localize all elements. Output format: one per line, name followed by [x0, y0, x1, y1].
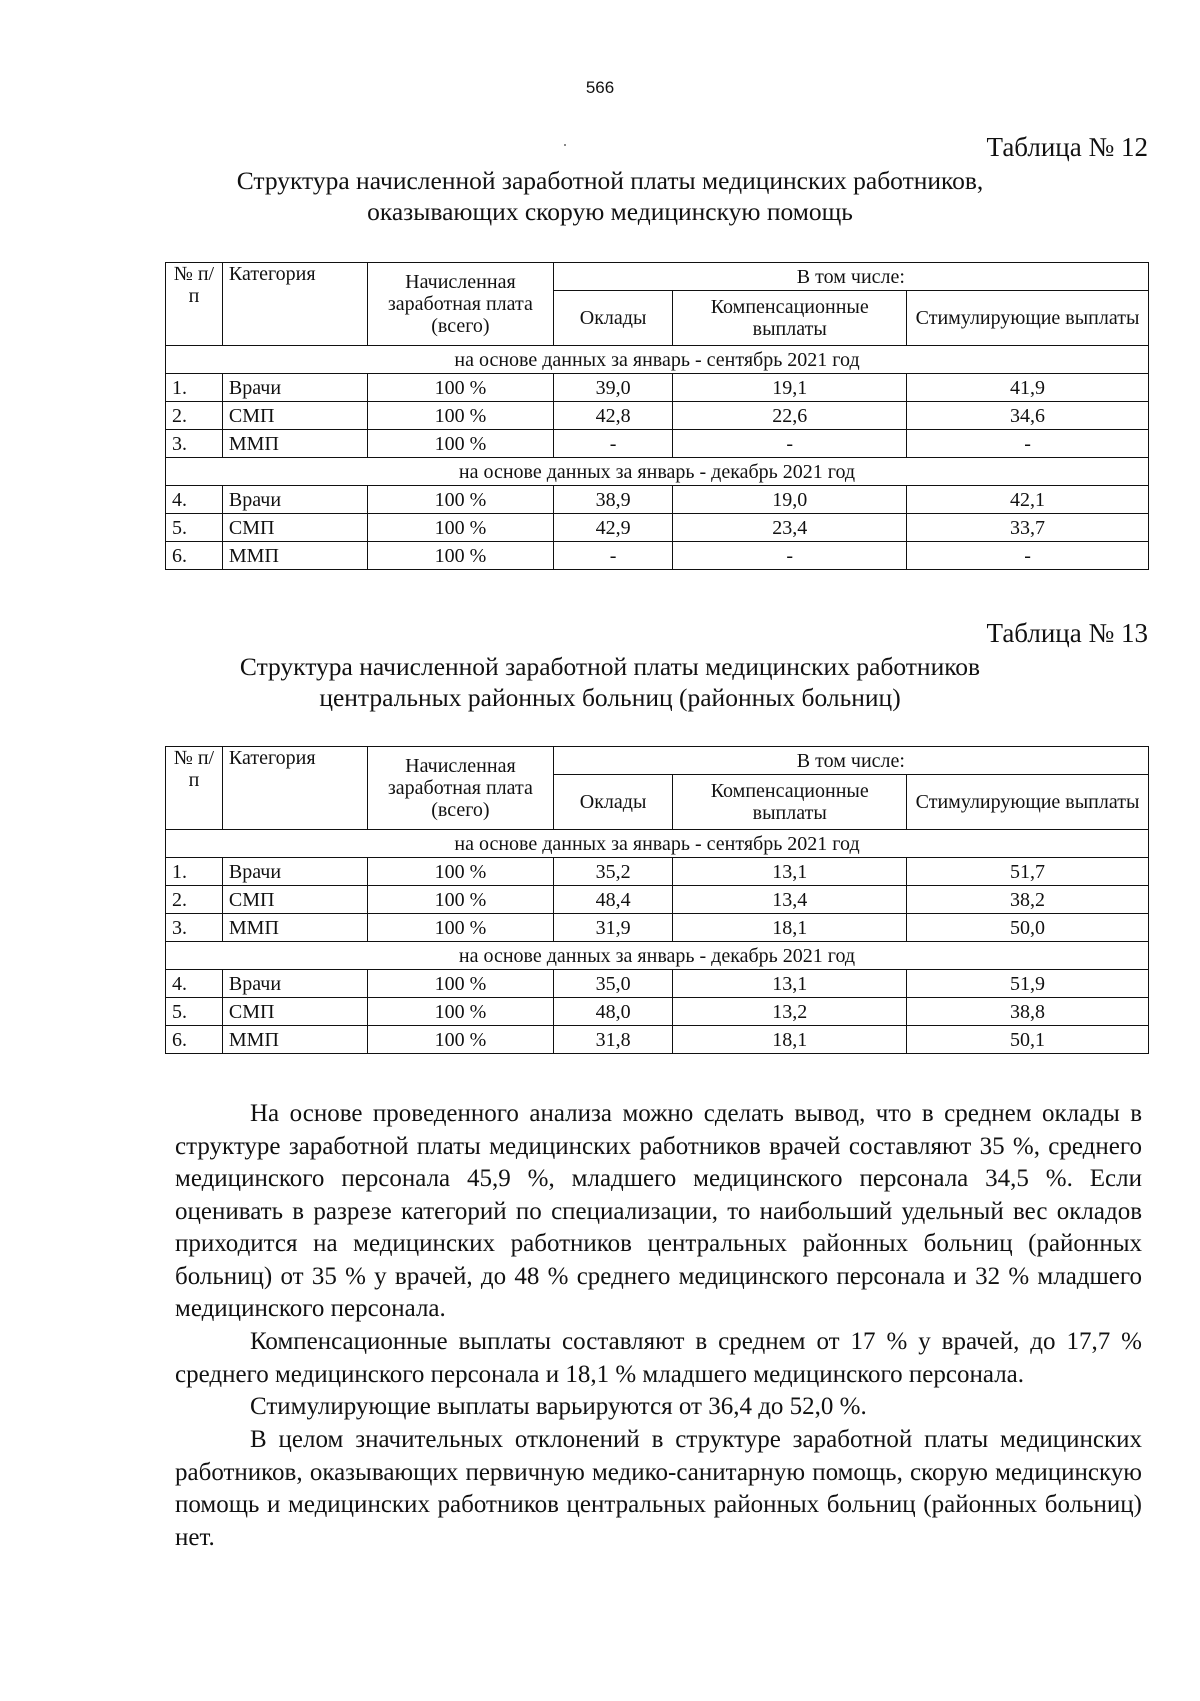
table-13-title-line1: Структура начисленной заработной платы медицинских работников [239, 652, 981, 681]
row-category: СМП [222, 514, 367, 542]
row-incentive: 51,7 [907, 858, 1149, 886]
header-incentive: Стимулирующие выплаты [907, 291, 1149, 346]
row-incentive: 50,1 [907, 1026, 1149, 1054]
row-no: 2. [166, 886, 223, 914]
paragraph-1: На основе проведенного анализа можно сделать вывод, что в среднем оклады в структуре заработной платы медицинских работников врачей составляют 35 %, среднего медицинского персонала 45,9 %, младшего медицинского персонала 34,5 %. Если оценивать в разрезе категорий по специализации, то наибольший удельный вес окладов приходится на медицинских работников центральных районных больниц (районных больниц) от 35 % у врачей, до 48 % среднего медицинского персонала и 32 % младшего медицинского персонала. [175, 1100, 1142, 1322]
row-category: Врачи [222, 374, 367, 402]
table-row [166, 1026, 1149, 1054]
row-total: 100 % [368, 486, 554, 514]
table-12-title-line2: оказывающих скорую медицинскую помощь [367, 197, 853, 226]
table-row [166, 402, 1149, 430]
row-total: 100 % [368, 998, 554, 1026]
header-no: № п/п [166, 263, 223, 346]
row-category: Врачи [222, 970, 367, 998]
row-total: 100 % [368, 430, 554, 458]
row-compensation: - [673, 542, 907, 570]
row-compensation: 18,1 [673, 914, 907, 942]
row-incentive: 51,9 [907, 970, 1149, 998]
row-compensation: 13,2 [673, 998, 907, 1026]
row-no: 6. [166, 1026, 223, 1054]
row-salaries: 31,8 [553, 1026, 673, 1054]
period-row: на основе данных за январь - декабрь 2021 год [166, 458, 1149, 486]
row-no: 4. [166, 970, 223, 998]
row-salaries: 48,0 [553, 998, 673, 1026]
row-compensation: 23,4 [673, 514, 907, 542]
row-compensation: 13,1 [673, 970, 907, 998]
table-row [166, 542, 1149, 570]
header-compensation: Компенсационные выплаты [673, 291, 907, 346]
row-category: ММП [222, 914, 367, 942]
table-row [166, 970, 1149, 998]
row-salaries: 48,4 [553, 886, 673, 914]
row-total: 100 % [368, 914, 554, 942]
row-incentive: 34,6 [907, 402, 1149, 430]
row-no: 5. [166, 998, 223, 1026]
row-salaries: 42,9 [553, 514, 673, 542]
row-total: 100 % [368, 374, 554, 402]
row-total: 100 % [368, 886, 554, 914]
row-incentive: 41,9 [907, 374, 1149, 402]
row-incentive: 33,7 [907, 514, 1149, 542]
table-12-title-line1: Структура начисленной заработной платы медицинских работников, [236, 166, 984, 195]
row-salaries: 31,9 [553, 914, 673, 942]
row-incentive: 42,1 [907, 486, 1149, 514]
row-compensation: 19,1 [673, 374, 907, 402]
row-compensation: 22,6 [673, 402, 907, 430]
row-no: 6. [166, 542, 223, 570]
paragraph-2: Компенсационные выплаты составляют в среднем от 17 % у врачей, до 17,7 % среднего медицинского персонала и 18,1 % младшего медицинского персонала. [175, 1328, 1142, 1388]
row-compensation: 13,4 [673, 886, 907, 914]
header-total: Начисленная заработная плата (всего) [368, 263, 554, 346]
row-salaries: - [553, 542, 673, 570]
row-incentive: 50,0 [907, 914, 1149, 942]
row-incentive: - [907, 430, 1149, 458]
period-row: на основе данных за январь - сентябрь 2021 год [166, 830, 1149, 858]
row-salaries: 35,0 [553, 970, 673, 998]
row-total: 100 % [368, 514, 554, 542]
table-12 [165, 262, 1149, 570]
row-compensation: 19,0 [673, 486, 907, 514]
header-including: В том числе: [553, 263, 1148, 291]
table-row [166, 914, 1149, 942]
table-row [166, 858, 1149, 886]
row-total: 100 % [368, 402, 554, 430]
paragraph-3: Стимулирующие выплаты варьируются от 36,4 до 52,0 %. [250, 1393, 867, 1420]
table-row [166, 998, 1149, 1026]
table-13 [165, 746, 1149, 1054]
table-13-label: Таблица № 13 [986, 618, 1148, 648]
row-total: 100 % [368, 970, 554, 998]
header-compensation: Компенсационные выплаты [673, 775, 907, 830]
row-no: 3. [166, 430, 223, 458]
row-category: СМП [222, 402, 367, 430]
header-incentive: Стимулирующие выплаты [907, 775, 1149, 830]
table-row [166, 514, 1149, 542]
row-total: 100 % [368, 542, 554, 570]
row-category: СМП [222, 998, 367, 1026]
row-no: 2. [166, 402, 223, 430]
table-13-title [150, 651, 1070, 713]
table-row [166, 430, 1149, 458]
table-row [166, 374, 1149, 402]
row-salaries: - [553, 430, 673, 458]
period-row: на основе данных за январь - декабрь 2021 год [166, 942, 1149, 970]
row-salaries: 42,8 [553, 402, 673, 430]
header-category: Категория [222, 747, 367, 830]
row-incentive: - [907, 542, 1149, 570]
header-no: № п/п [166, 747, 223, 830]
header-salaries: Оклады [553, 775, 673, 830]
row-category: Врачи [222, 858, 367, 886]
row-no: 1. [166, 858, 223, 886]
table-row [166, 486, 1149, 514]
scan-speck [564, 144, 566, 146]
row-salaries: 39,0 [553, 374, 673, 402]
paragraph-4: В целом значительных отклонений в структуре заработной платы медицинских работников, оказывающих первичную медико-санитарную помощь, скорую медицинскую помощь и медицинских работников центральных районных больниц (районных больниц) нет. [175, 1426, 1142, 1551]
row-total: 100 % [368, 1026, 554, 1054]
table-12-title [150, 165, 1070, 227]
header-salaries: Оклады [553, 291, 673, 346]
row-salaries: 38,9 [553, 486, 673, 514]
row-salaries: 35,2 [553, 858, 673, 886]
row-compensation: 13,1 [673, 858, 907, 886]
row-category: Врачи [222, 486, 367, 514]
row-no: 5. [166, 514, 223, 542]
header-including: В том числе: [553, 747, 1148, 775]
row-incentive: 38,8 [907, 998, 1149, 1026]
table-row [166, 886, 1149, 914]
row-incentive: 38,2 [907, 886, 1149, 914]
row-total: 100 % [368, 858, 554, 886]
row-no: 1. [166, 374, 223, 402]
header-category: Категория [222, 263, 367, 346]
row-category: ММП [222, 1026, 367, 1054]
row-compensation: 18,1 [673, 1026, 907, 1054]
page-number: 566 [585, 78, 615, 97]
table-13-title-line2: центральных районных больниц (районных больниц) [319, 683, 901, 712]
row-compensation: - [673, 430, 907, 458]
header-total: Начисленная заработная плата (всего) [368, 747, 554, 830]
table-12-label: Таблица № 12 [986, 132, 1148, 162]
row-no: 3. [166, 914, 223, 942]
row-category: ММП [222, 542, 367, 570]
row-category: СМП [222, 886, 367, 914]
row-category: ММП [222, 430, 367, 458]
row-no: 4. [166, 486, 223, 514]
period-row: на основе данных за январь - сентябрь 2021 год [166, 346, 1149, 374]
